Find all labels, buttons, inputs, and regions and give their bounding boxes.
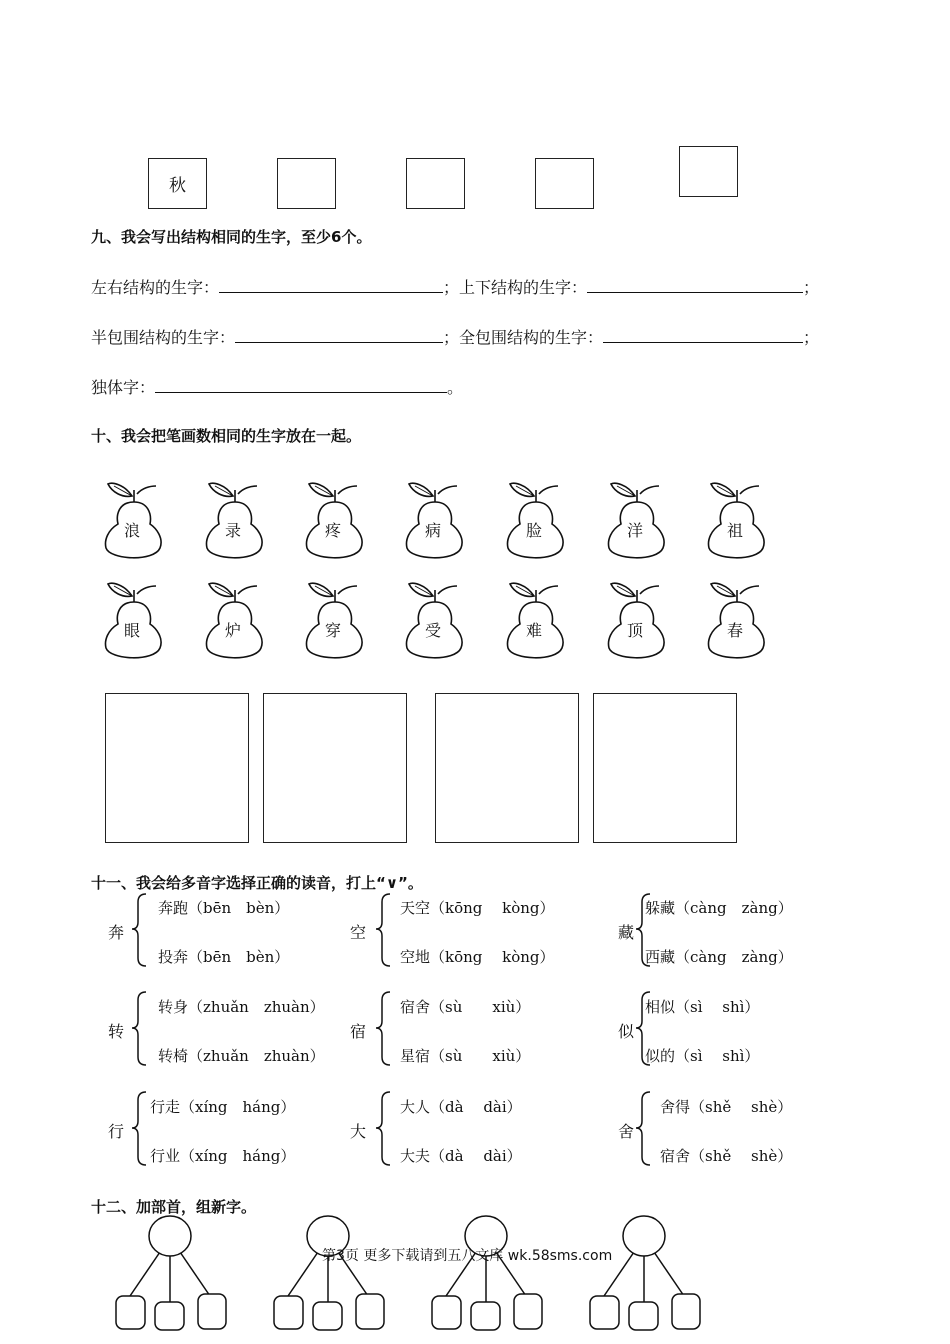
polyphone-option[interactable]: 空地（kōng kòng）: [400, 948, 555, 966]
new-char-box[interactable]: [116, 1296, 145, 1329]
section-11-title: 十一、我会给多音字选择正确的读音，打上“∨”。: [91, 874, 423, 892]
polyphone-option[interactable]: 行走（xíng háng）: [150, 1098, 296, 1116]
polyphone-char: 大: [350, 1122, 367, 1141]
polyphone-char: 宿: [350, 1022, 367, 1041]
new-char-box[interactable]: [155, 1302, 184, 1330]
polyphone-char: 空: [350, 923, 367, 942]
new-char-box[interactable]: [471, 1302, 500, 1330]
polyphone-option[interactable]: 似的（sì shì）: [645, 1047, 760, 1065]
new-char-box[interactable]: [198, 1294, 226, 1329]
structure-line-1: 左右结构的生字： ；上下结构的生字： ；: [91, 278, 820, 297]
polyphone-option[interactable]: 西藏（càng zàng）: [645, 948, 793, 966]
polyphone-option[interactable]: 宿舍（sù xiù）: [400, 998, 531, 1016]
new-char-box[interactable]: [356, 1294, 384, 1329]
page-footer: 第3页 更多下载请到五八文库 wk.58sms.com: [322, 1248, 613, 1264]
structure-line-3: 独体字： 。: [91, 378, 464, 397]
pear-card[interactable]: 病: [405, 480, 469, 562]
pear-card[interactable]: 受: [405, 580, 469, 662]
structure-line-2: 半包围结构的生字： ；全包围结构的生字： ；: [91, 328, 820, 347]
pear-card[interactable]: 炉: [205, 580, 269, 662]
radical-circle[interactable]: [623, 1216, 665, 1256]
section-10-title: 十、我会把笔画数相同的生字放在一起。: [91, 427, 362, 445]
new-char-box[interactable]: [274, 1296, 303, 1329]
pear-card[interactable]: 洋: [607, 480, 671, 562]
pear-card[interactable]: 祖: [707, 480, 771, 562]
answer-box[interactable]: 秋: [148, 158, 207, 209]
polyphone-option[interactable]: 宿舍（shě shè）: [660, 1147, 793, 1165]
new-char-box[interactable]: [432, 1296, 461, 1329]
polyphone-char: 舍: [618, 1122, 635, 1141]
polyphone-option[interactable]: 躲藏（càng zàng）: [645, 899, 793, 917]
pear-card[interactable]: 穿: [305, 580, 369, 662]
pear-card[interactable]: 顶: [607, 580, 671, 662]
polyphone-char: 奔: [108, 923, 125, 942]
pear-card[interactable]: 疼: [305, 480, 369, 562]
section-12-title: 十二、加部首，组新字。: [91, 1198, 257, 1216]
polyphone-char: 似: [618, 1022, 635, 1041]
new-char-box[interactable]: [672, 1294, 700, 1329]
pear-card[interactable]: 眼: [104, 580, 168, 662]
new-char-box[interactable]: [313, 1302, 342, 1330]
polyphone-option[interactable]: 转椅（zhuǎn zhuàn）: [158, 1047, 325, 1065]
polyphone-option[interactable]: 天空（kōng kòng）: [400, 899, 555, 917]
polyphone-option[interactable]: 舍得（shě shè）: [660, 1098, 793, 1116]
polyphone-option[interactable]: 投奔（bēn bèn）: [158, 948, 290, 966]
polyphone-option[interactable]: 行业（xíng háng）: [150, 1147, 296, 1165]
pear-card[interactable]: 浪: [104, 480, 168, 562]
polyphone-char: 转: [108, 1022, 125, 1041]
pear-card[interactable]: 春: [707, 580, 771, 662]
pear-card[interactable]: 脸: [506, 480, 570, 562]
new-char-box[interactable]: [514, 1294, 542, 1329]
section-9-title: 九、我会写出结构相同的生字，至少6个。: [91, 228, 372, 246]
polyphone-char: 藏: [618, 923, 635, 942]
polyphone-option[interactable]: 星宿（sù xiù）: [400, 1047, 531, 1065]
polyphone-option[interactable]: 相似（sì shì）: [645, 998, 760, 1016]
pear-card[interactable]: 难: [506, 580, 570, 662]
polyphone-option[interactable]: 奔跑（bēn bèn）: [158, 899, 290, 917]
new-char-box[interactable]: [629, 1302, 658, 1330]
polyphone-char: 行: [108, 1122, 125, 1141]
polyphone-option[interactable]: 大夫（dà dài）: [400, 1147, 522, 1165]
pear-card[interactable]: 录: [205, 480, 269, 562]
radical-circle[interactable]: [149, 1216, 191, 1256]
polyphone-option[interactable]: 转身（zhuǎn zhuàn）: [158, 998, 325, 1016]
polyphone-option[interactable]: 大人（dà dài）: [400, 1098, 522, 1116]
new-char-box[interactable]: [590, 1296, 619, 1329]
